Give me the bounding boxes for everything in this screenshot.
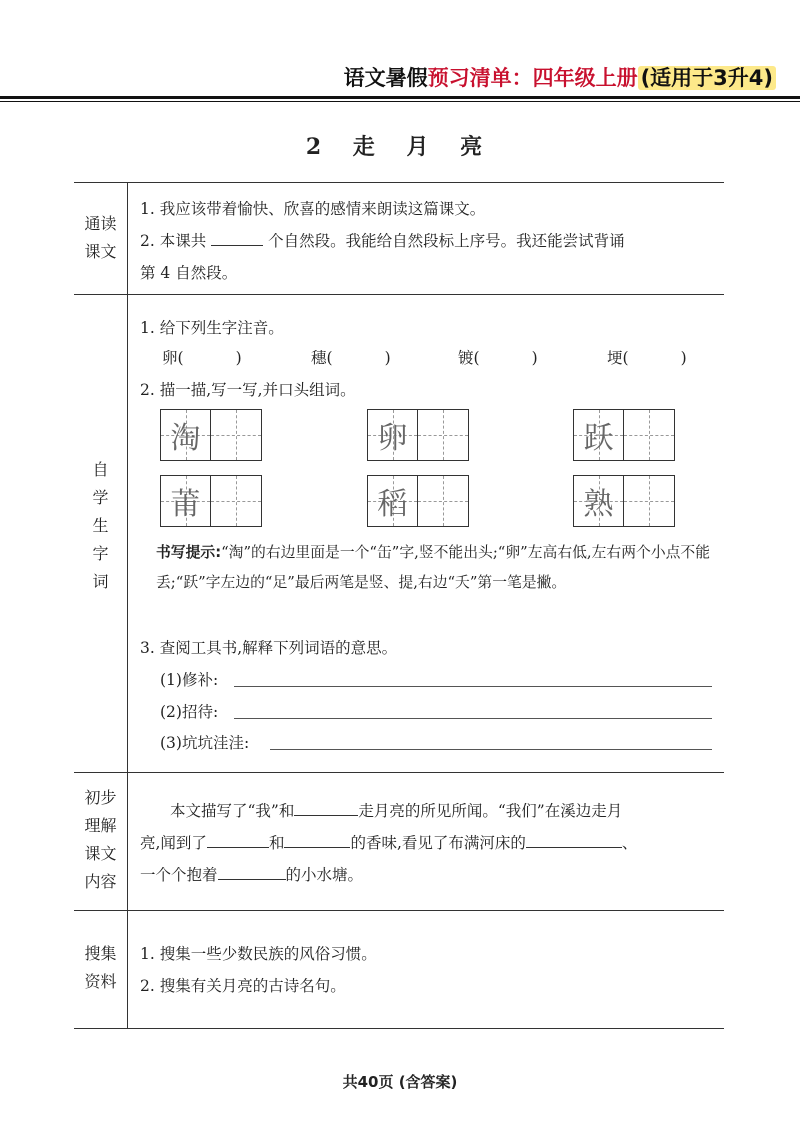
fill-blank[interactable] — [294, 799, 358, 816]
writing-grid[interactable] — [573, 409, 675, 461]
understanding-paragraph: 本文描写了“我”和 走月亮的所见所闻。“我们”在溪边走月 亮,闻到了 和 的香味,看见了布满河床的 、 一个个抱着 的小水塘。 — [140, 795, 718, 891]
writing-tip-label: 书写提示: — [156, 544, 222, 561]
trace-character: 淘 — [170, 421, 201, 456]
word-招待: (2)招待: — [160, 703, 219, 721]
section-label-self-study: 自 学 生 字 词 — [92, 460, 109, 591]
header-rule-thick — [0, 96, 800, 99]
trace-character: 熟 — [583, 487, 614, 522]
question-3: 3. 查阅工具书,解释下列词语的意思。 — [140, 639, 398, 657]
trace-character: 莆 — [170, 487, 201, 522]
row-divider — [74, 910, 724, 911]
word-坑坑洼洼: (3)坑坑洼洼: — [160, 734, 250, 752]
fill-blank[interactable] — [207, 831, 269, 848]
header-grade-badge: (适用于3升4) — [638, 66, 776, 90]
column-divider — [127, 182, 128, 1028]
writing-grid[interactable] — [160, 409, 262, 461]
row-divider — [74, 772, 724, 773]
writing-tip — [156, 538, 716, 598]
reading-line-1: 1. 我应该带着愉快、欣喜的感情来朗读这篇课文。 — [140, 200, 486, 218]
answer-line[interactable] — [234, 686, 712, 687]
collect-item-2: 2. 搜集有关月亮的古诗名句。 — [140, 977, 346, 995]
section-label-collect: 搜集 资料 — [84, 944, 117, 991]
header-rule-thin — [0, 101, 800, 102]
row-divider — [74, 294, 724, 295]
fill-blank[interactable] — [284, 831, 350, 848]
header-prefix: 语文暑假 — [343, 66, 428, 90]
paragraph-count-blank[interactable] — [211, 229, 263, 246]
table-bottom-border — [74, 1028, 724, 1029]
reading-line-3: 第 4 自然段。 — [140, 264, 238, 282]
pinyin-item: 镀( ) — [458, 349, 538, 367]
lesson-title: 2 走 月 亮 — [305, 134, 495, 160]
pinyin-item: 卵( ) — [162, 349, 242, 367]
pinyin-item: 埂( ) — [607, 349, 687, 367]
fill-blank[interactable] — [526, 831, 622, 848]
writing-tip-text: “淘”的右边里面是一个“缶”字,竖不能出头;“卵”左高右低,左右两个小点不能丢;“跃”字左边的“足”最后两笔是竖、提,右边“夭”第一笔是撇。 — [156, 544, 711, 591]
page-footer: 共40页 (含答案) — [342, 1073, 458, 1091]
trace-character: 跃 — [583, 421, 614, 456]
writing-grid[interactable] — [367, 409, 469, 461]
table-top-border — [74, 182, 724, 183]
answer-line[interactable] — [270, 749, 712, 750]
trace-character: 卵 — [377, 421, 408, 456]
word-修补: (1)修补: — [160, 671, 219, 689]
pinyin-item: 穗( ) — [311, 349, 391, 367]
trace-character: 稻 — [377, 487, 408, 522]
writing-grid[interactable] — [573, 475, 675, 527]
writing-grid[interactable] — [367, 475, 469, 527]
header-title: 预习清单：四年级上册 — [427, 66, 638, 90]
fill-blank[interactable] — [218, 863, 286, 880]
question-1: 1. 给下列生字注音。 — [140, 319, 284, 337]
page-header — [344, 62, 776, 92]
reading-line-2: 2. 本课共 个自然段。我能给自然段标上序号。我还能尝试背诵 — [140, 229, 625, 251]
answer-line[interactable] — [234, 718, 712, 719]
collect-item-1: 1. 搜集一些少数民族的风俗习惯。 — [140, 945, 377, 963]
section-label-understanding: 初步 理解 课文 内容 — [84, 788, 117, 891]
question-2: 2. 描一描,写一写,并口头组词。 — [140, 381, 356, 399]
writing-grid[interactable] — [160, 475, 262, 527]
section-label-reading: 通读 课文 — [84, 214, 117, 261]
